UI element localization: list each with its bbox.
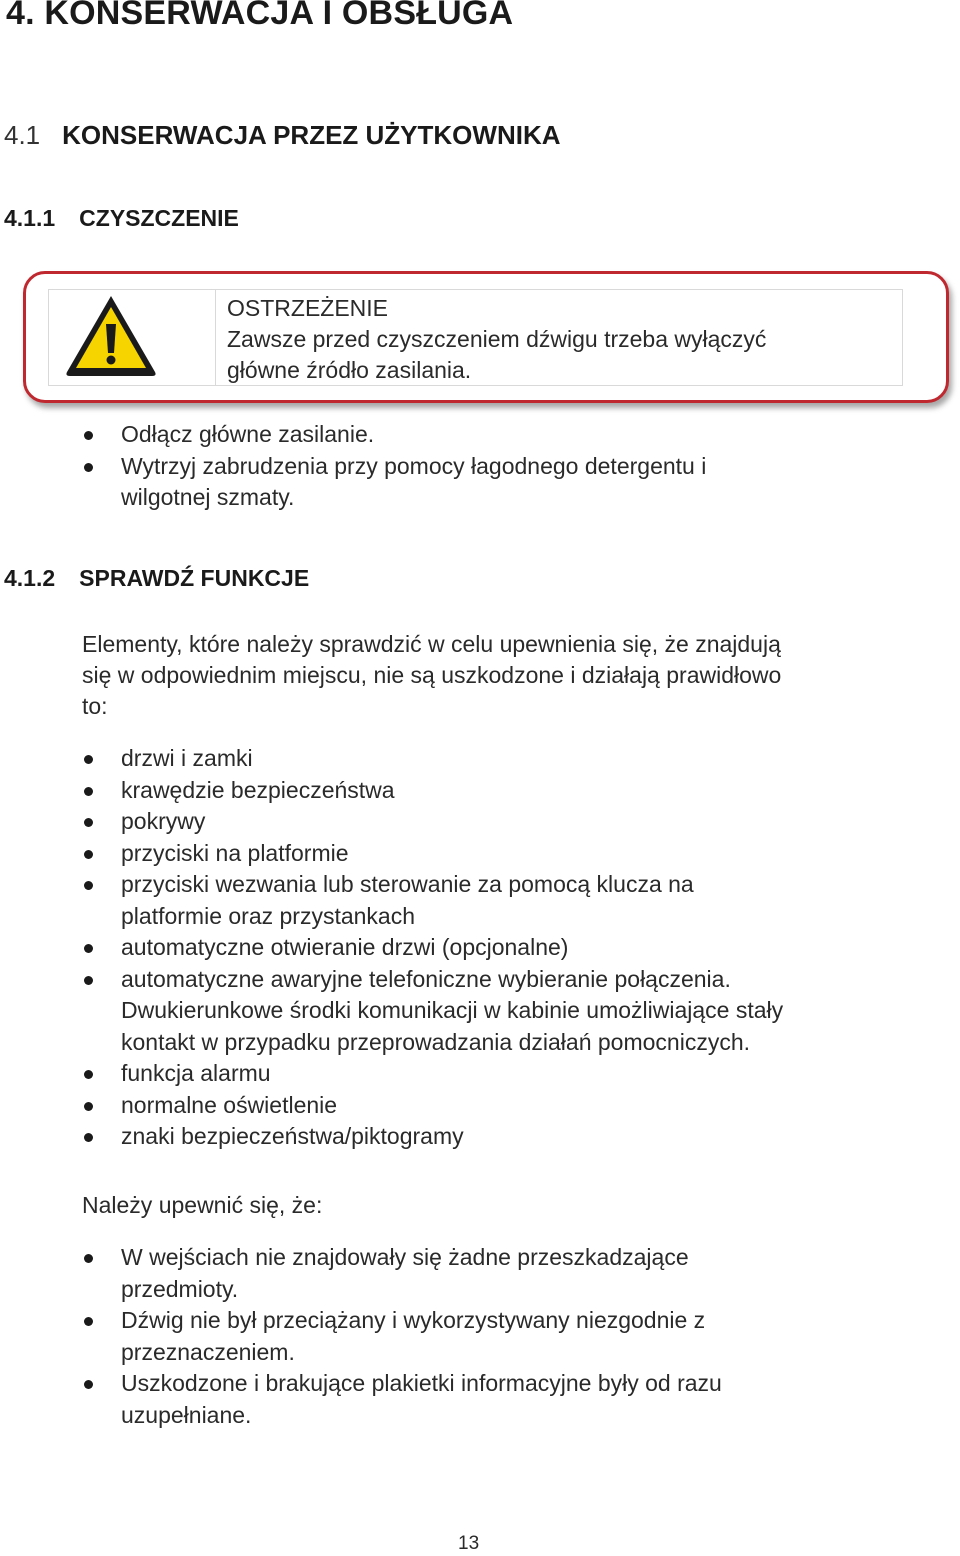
subsection-number: 4.1.1 [4, 205, 56, 231]
list-item [82, 419, 706, 451]
warning-box [23, 271, 949, 403]
ensure-paragraph: Należy upewnić się, że: [82, 1192, 323, 1218]
list-item-line: przyciski wezwania lub sterowanie za pomocą klucza na [121, 871, 694, 897]
list-item-line: drzwi i zamki [121, 745, 253, 771]
section-heading [4, 120, 561, 151]
list-item-line: automatyczne awaryjne telefoniczne wybieranie połączenia. [121, 965, 731, 992]
check-list [82, 743, 783, 1153]
list-item-line: Dwukierunkowe środki komunikacji w kabinie umożliwiające stały [121, 997, 784, 1023]
list-item [82, 1305, 722, 1368]
list-item [82, 964, 783, 1059]
subsection-title: CZYSZCZENIE [79, 205, 239, 231]
list-item-line: przeznaczeniem. [121, 1338, 295, 1365]
list-item [82, 1090, 783, 1122]
list-item [82, 1242, 722, 1305]
list-item-line: W wejściach nie znajdowały się żadne przeszkadzające [121, 1244, 689, 1270]
list-item [82, 1058, 783, 1090]
list-item-line: wilgotnej szmaty. [121, 484, 295, 510]
warning-table [48, 289, 903, 386]
list-item-line: przedmioty. [121, 1275, 239, 1302]
list-item [82, 1121, 783, 1153]
page-number: 13 [458, 1533, 480, 1554]
section-number: 4.1 [4, 120, 41, 150]
list-item-line: znaki bezpieczeństwa/piktogramy [121, 1123, 464, 1149]
subsection-heading-check [4, 565, 309, 592]
list-item [82, 806, 783, 838]
list-item [82, 743, 783, 775]
list-item-line: kontakt w przypadku przeprowadzania działań pomocniczych. [121, 1028, 750, 1055]
list-item-line: Odłącz główne zasilanie. [121, 421, 375, 447]
list-item [82, 1368, 722, 1431]
list-item-line: Wytrzyj zabrudzenia przy pomocy łagodnego detergentu i [121, 452, 707, 479]
list-item-line: platformie oraz przystankach [121, 902, 416, 929]
subsection-number: 4.1.2 [4, 565, 56, 591]
ensure-list [82, 1242, 722, 1431]
list-item [82, 932, 783, 964]
warning-separator [215, 290, 216, 385]
intro-line: się w odpowiednim miejscu, nie są uszkodzone i działają prawidłowo [82, 662, 782, 688]
list-item-line: uzupełniane. [121, 1401, 252, 1428]
list-item-line: funkcja alarmu [121, 1060, 271, 1086]
list-item-line: przyciski na platformie [121, 839, 349, 866]
intro-line: to: [82, 693, 108, 719]
list-item [82, 775, 783, 807]
intro-line: Elementy, które należy sprawdzić w celu upewnienia się, że znajdują [82, 631, 781, 657]
subsection-heading-cleaning [4, 205, 239, 232]
section-title: KONSERWACJA PRZEZ UŻYTKOWNIKA [62, 120, 561, 150]
warning-line: główne źródło zasilania. [227, 357, 472, 383]
warning-text [227, 293, 766, 386]
subsection-title: SPRAWDŹ FUNKCJE [79, 565, 310, 591]
warning-line: Zawsze przed czyszczeniem dźwigu trzeba wyłączyć [227, 326, 767, 352]
list-item [82, 869, 783, 932]
intro-paragraph [82, 629, 781, 722]
list-item-line: pokrywy [121, 808, 206, 834]
warning-triangle-icon [63, 292, 159, 378]
list-item-line: normalne oświetlenie [121, 1091, 338, 1118]
warning-label: OSTRZEŻENIE [227, 295, 389, 321]
list-item-line: automatyczne otwieranie drzwi (opcjonalne) [121, 934, 569, 960]
cleaning-list [82, 419, 706, 514]
list-item [82, 451, 706, 514]
list-item-line: Dźwig nie był przeciążany i wykorzystywany niezgodnie z [121, 1307, 706, 1333]
list-item-line: krawędzie bezpieczeństwa [121, 776, 395, 803]
chapter-title: 4. KONSERWACJA I OBSŁUGA [6, 0, 514, 32]
list-item [82, 838, 783, 870]
list-item-line: Uszkodzone i brakujące plakietki informacyjne były od razu [121, 1370, 722, 1396]
